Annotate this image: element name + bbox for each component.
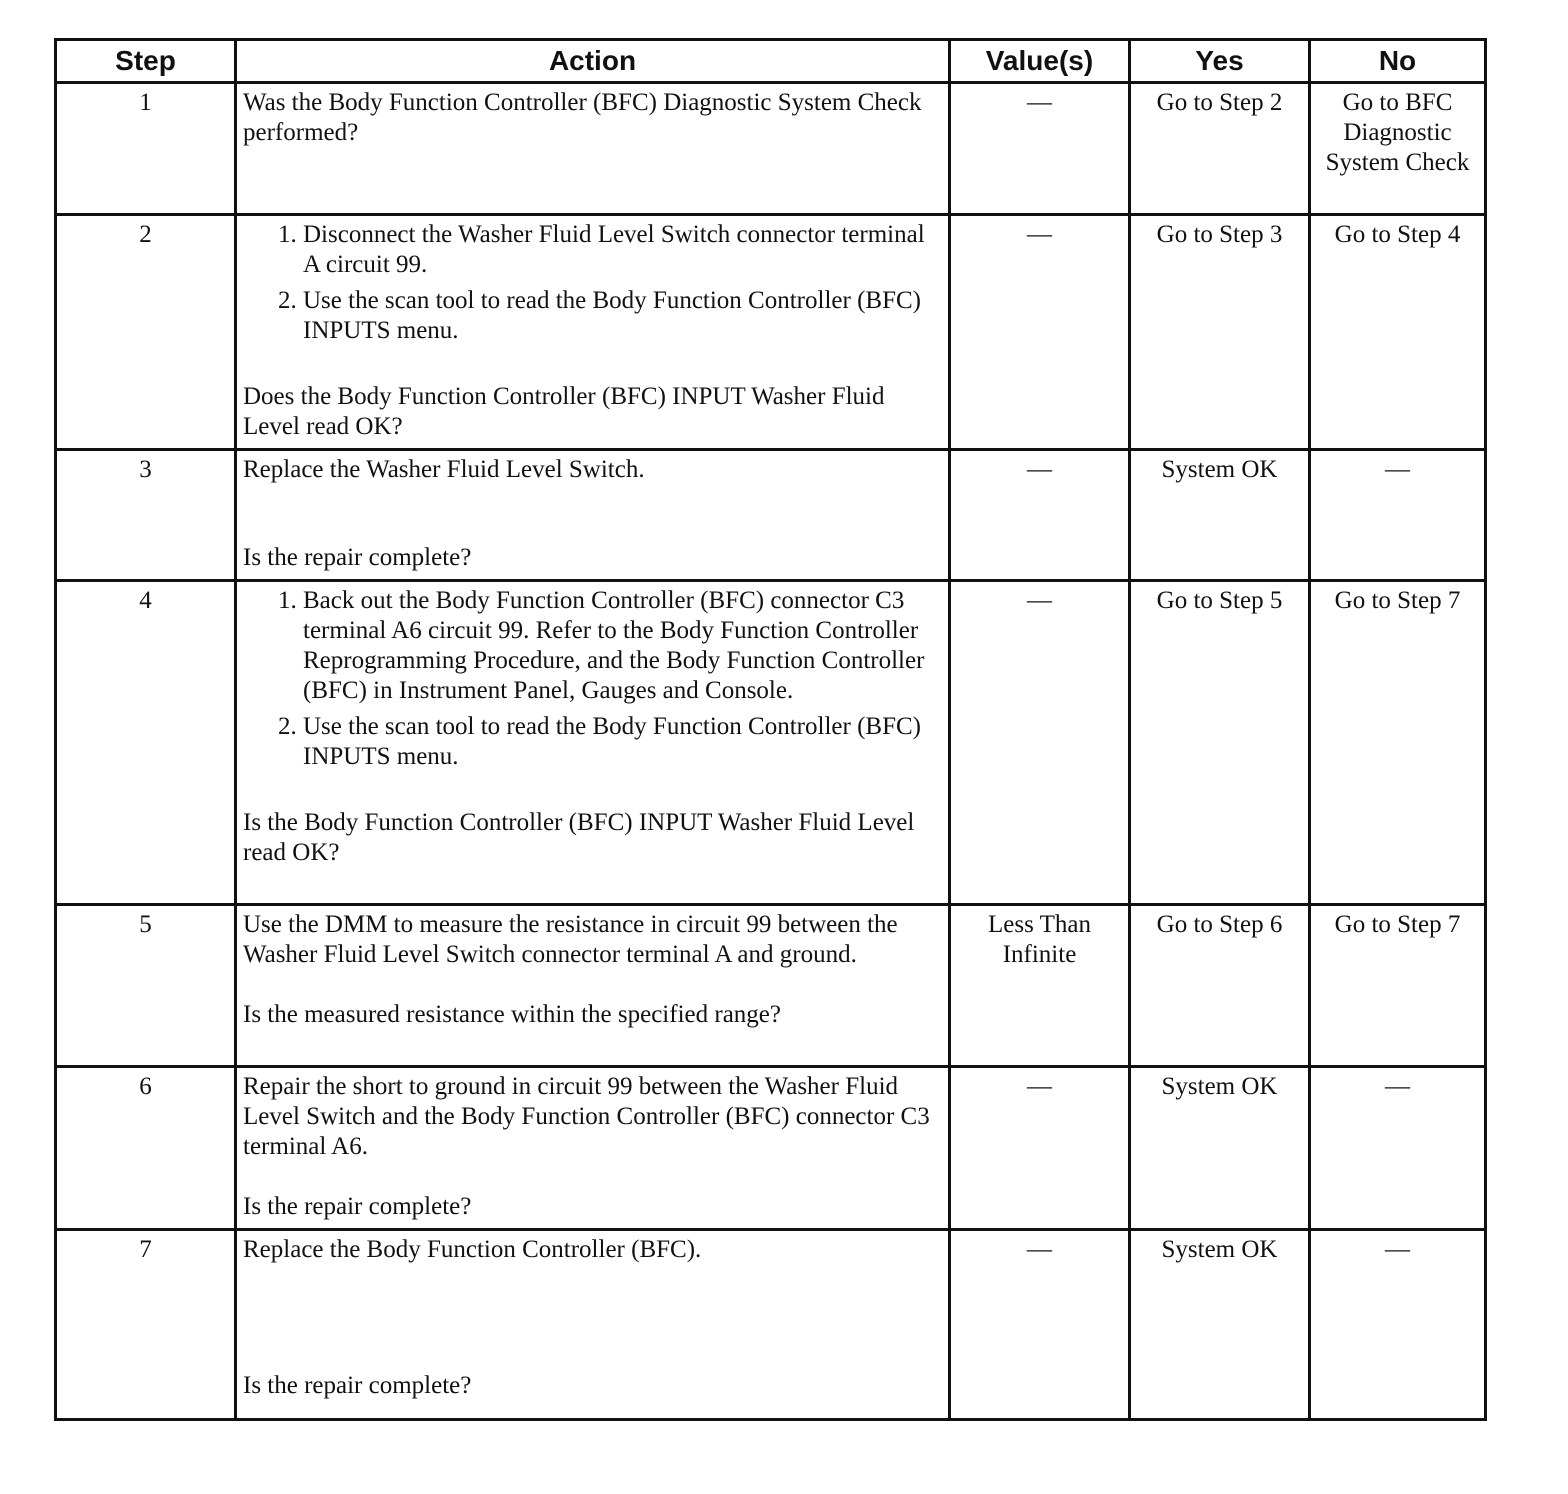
table-row xyxy=(56,83,1486,215)
action-question: Does the Body Function Controller (BFC) INPUT Washer Fluid Level read OK? xyxy=(243,383,885,440)
yes-cell: System OK xyxy=(1130,1230,1310,1420)
no-cell: — xyxy=(1310,1067,1486,1230)
header-values: Value(s) xyxy=(950,40,1130,83)
value-cell: — xyxy=(950,1230,1130,1420)
substep-list xyxy=(243,586,942,772)
step-number: 1 xyxy=(56,83,236,215)
yes-cell: Go to Step 3 xyxy=(1130,215,1310,450)
no-cell: Go to BFC Diagnostic System Check xyxy=(1310,83,1486,215)
action-cell xyxy=(236,1067,950,1230)
no-cell: — xyxy=(1310,1230,1486,1420)
substep-list xyxy=(243,220,942,346)
action-question: Is the repair complete? xyxy=(243,1193,472,1220)
substep: 2. Use the scan tool to read the Body Function Controller (BFC) INPUTS menu. xyxy=(303,286,942,346)
yes-cell: Go to Step 6 xyxy=(1130,905,1310,1067)
no-cell: Go to Step 7 xyxy=(1310,905,1486,1067)
action-cell xyxy=(236,215,950,450)
header-yes: Yes xyxy=(1130,40,1310,83)
table-row xyxy=(56,1067,1486,1230)
header-no: No xyxy=(1310,40,1486,83)
yes-cell: System OK xyxy=(1130,450,1310,581)
diagnostic-table xyxy=(54,38,1487,1421)
action-question: Is the Body Function Controller (BFC) INPUT Washer Fluid Level read OK? xyxy=(243,809,915,866)
table-row xyxy=(56,1230,1486,1420)
value-cell: — xyxy=(950,450,1130,581)
step-number: 3 xyxy=(56,450,236,581)
action-question: Is the repair complete? xyxy=(243,544,472,571)
step-number: 7 xyxy=(56,1230,236,1420)
no-cell: Go to Step 7 xyxy=(1310,581,1486,905)
action-cell xyxy=(236,83,950,215)
table-row xyxy=(56,215,1486,450)
value-cell: — xyxy=(950,581,1130,905)
header-step: Step xyxy=(56,40,236,83)
action-cell xyxy=(236,581,950,905)
table-row xyxy=(56,581,1486,905)
table-row xyxy=(56,905,1486,1067)
step-number: 5 xyxy=(56,905,236,1067)
substep: 1. Back out the Body Function Controller (BFC) connector C3 terminal A6 circuit 99. Refer to the Body Function Controller Reprogramming Procedure, and the Body Function Controller (BFC) in Instrument Panel, Gauges and Console. xyxy=(303,586,942,706)
substep: 1. Disconnect the Washer Fluid Level Switch connector terminal A circuit 99. xyxy=(303,220,942,280)
header-row xyxy=(56,40,1486,83)
yes-cell: Go to Step 5 xyxy=(1130,581,1310,905)
step-number: 2 xyxy=(56,215,236,450)
value-cell: Less Than Infinite xyxy=(950,905,1130,1067)
action-text: Replace the Washer Fluid Level Switch. xyxy=(243,456,645,483)
action-text: Replace the Body Function Controller (BFC). xyxy=(243,1236,702,1263)
step-number: 4 xyxy=(56,581,236,905)
header-action: Action xyxy=(236,40,950,83)
value-cell: — xyxy=(950,215,1130,450)
value-cell: — xyxy=(950,1067,1130,1230)
table-row xyxy=(56,450,1486,581)
substep: 2. Use the scan tool to read the Body Function Controller (BFC) INPUTS menu. xyxy=(303,712,942,772)
step-number: 6 xyxy=(56,1067,236,1230)
action-text: Use the DMM to measure the resistance in circuit 99 between the Washer Fluid Level Switch connector terminal A and ground. xyxy=(243,911,898,968)
yes-cell: System OK xyxy=(1130,1067,1310,1230)
no-cell: — xyxy=(1310,450,1486,581)
action-question: Is the measured resistance within the specified range? xyxy=(243,1001,781,1028)
action-cell xyxy=(236,450,950,581)
action-text: Repair the short to ground in circuit 99 between the Washer Fluid Level Switch and the Body Function Controller (BFC) connector C3 terminal A6. xyxy=(243,1073,930,1160)
action-cell xyxy=(236,1230,950,1420)
action-text: Was the Body Function Controller (BFC) Diagnostic System Check performed? xyxy=(243,89,922,146)
action-question: Is the repair complete? xyxy=(243,1372,472,1399)
action-cell xyxy=(236,905,950,1067)
value-cell: — xyxy=(950,83,1130,215)
yes-cell: Go to Step 2 xyxy=(1130,83,1310,215)
no-cell: Go to Step 4 xyxy=(1310,215,1486,450)
